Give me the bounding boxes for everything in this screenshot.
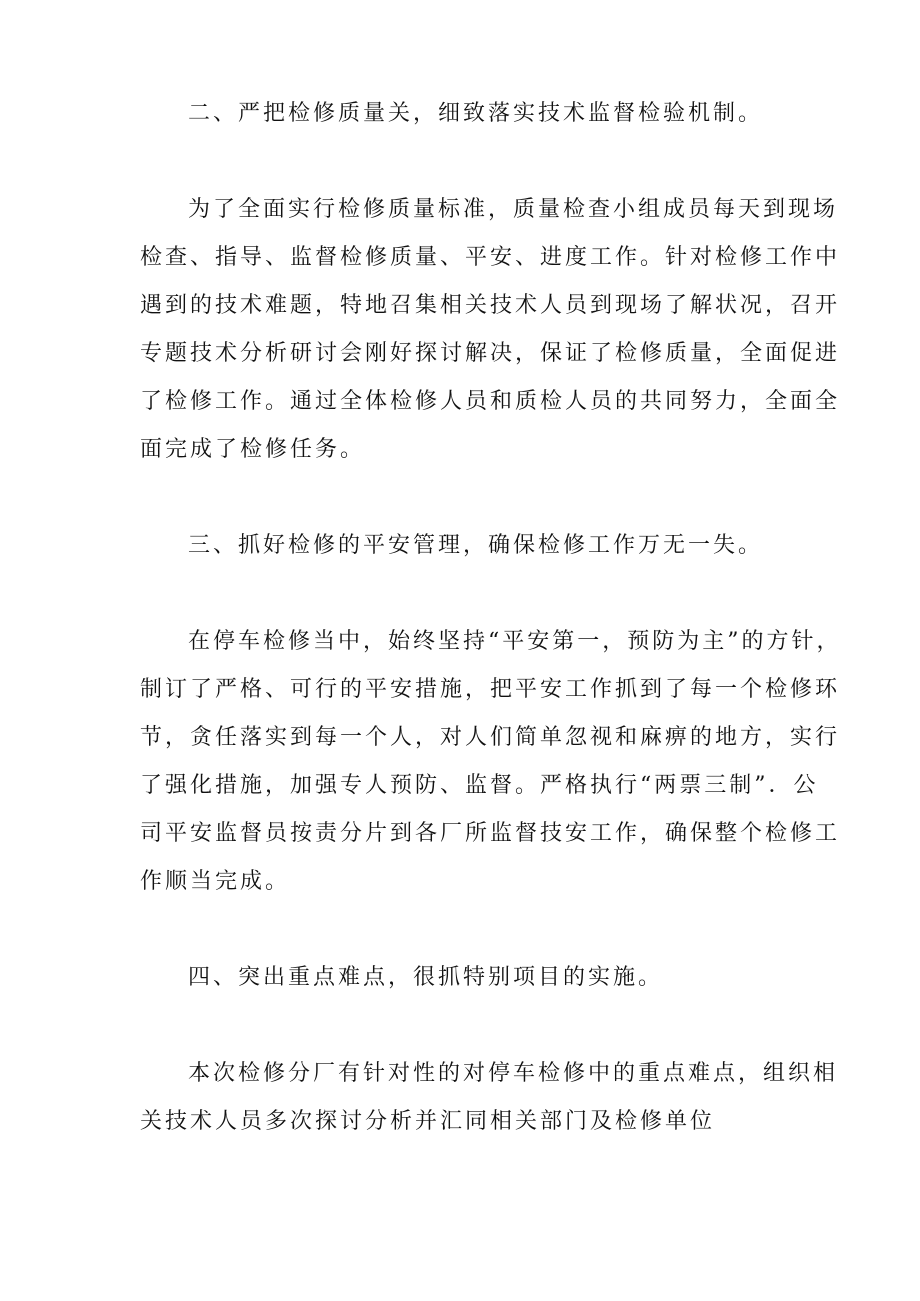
paragraph-line: 为了全面实行检修质量标准，质量检查小组成员每天到现场	[188, 197, 839, 222]
paragraph-line: 在停车检修当中，始终坚持“平安第一，预防为主”的方针，	[188, 629, 842, 654]
paragraph-line: 专题技术分析研讨会刚好探讨解决，保证了检修质量，全面促进	[140, 341, 841, 366]
paragraph-line: 司平安监督员按责分片到各厂所监督技安工作，确保整个检修工	[140, 821, 841, 846]
paragraph-line: 检查、指导、监督检修质量、平安、进度工作。针对检修工作中	[140, 245, 841, 270]
paragraph-line: 了强化措施，加强专人预防、监督。严格执行“两票三制”．公	[140, 773, 819, 798]
paragraph-line: 节，贪任落实到每一个人，对人们简单忽视和麻痹的地方，实行	[140, 725, 841, 750]
paragraph-line: 面完成了检修任务。	[140, 437, 366, 462]
section-heading-3: 三、抓好检修的平安管理，确保检修工作万无一失。	[188, 533, 764, 558]
paragraph-line: 了检修工作。通过全体检修人员和质检人员的共同努力，全面全	[140, 389, 841, 414]
paragraph-line: 制订了严格、可行的平安措施，把平安工作抓到了每一个检修环	[140, 677, 841, 702]
paragraph-line: 遇到的技术难题，特地召集相关技术人员到现场了解状况，召开	[140, 293, 841, 318]
paragraph-line: 关技术人员多次探讨分析并汇同相关部门及检修单位	[140, 1109, 716, 1134]
section-heading-4: 四、突出重点难点，很抓特别项目的实施。	[188, 965, 664, 990]
paragraph-line: 本次检修分厂有针对性的对停车检修中的重点难点，组织相	[188, 1061, 839, 1086]
paragraph-line: 作顺当完成。	[140, 869, 291, 894]
section-heading-2: 二、严把检修质量关，细致落实技术监督检验机制。	[188, 101, 764, 126]
